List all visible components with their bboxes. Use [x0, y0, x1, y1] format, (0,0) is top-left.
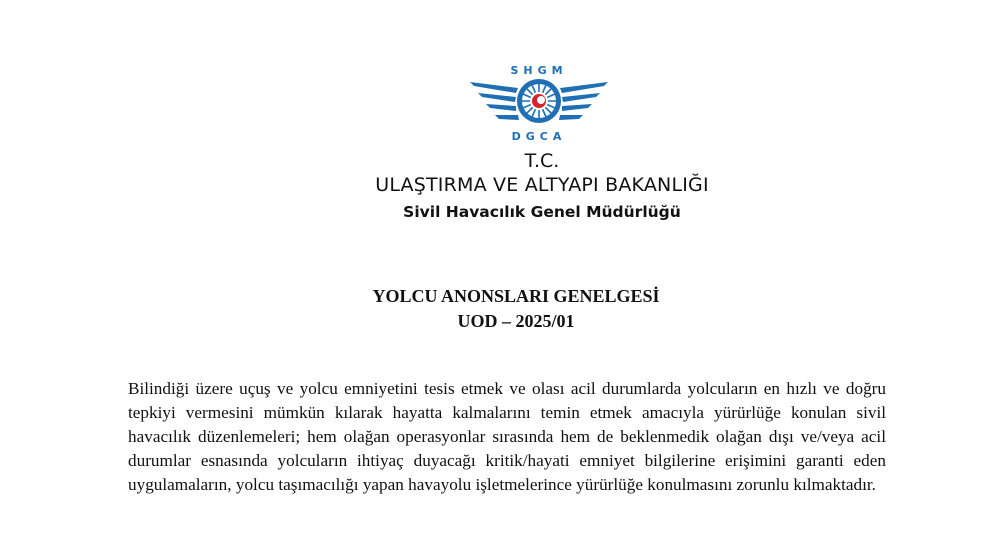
header-directorate: Sivil Havacılık Genel Müdürlüğü	[403, 203, 681, 221]
logo-top-text: SHGM	[510, 64, 568, 77]
document-code: UOD – 2025/01	[457, 311, 575, 331]
document-title: YOLCU ANONSLARI GENELGESİ	[372, 286, 660, 306]
shgm-dgca-logo	[466, 60, 612, 146]
header-tc: T.C.	[524, 150, 560, 172]
header-ministry: ULAŞTIRMA VE ALTYAPI BAKANLIĞI	[375, 174, 709, 196]
body-paragraph: Bilindiği üzere uçuş ve yolcu emniyetini tesis etmek ve olası acil durumlarda yolcuların en hızlı ve doğru tepkiyi vermesini mümkün kılarak hayatta kalmalarını temin etmek amacıyla yürürlüğe konulan sivil havacılık düzenlemeleri; hem olağan operasyonlar sırasında hem de beklenmedik olağan dışı ve/veya acil durumlar esnasında yolcuların ihtiyaç duyacağı kritik/hayati emniyet bilgilerine erişimini garanti eden uygulamaların, yolcu taşımacılığı yapan havayolu işletmelerince yürürlüğe konulmasını zorunlu kılmaktadır.	[128, 379, 886, 495]
logo-bottom-text: DGCA	[511, 130, 567, 143]
